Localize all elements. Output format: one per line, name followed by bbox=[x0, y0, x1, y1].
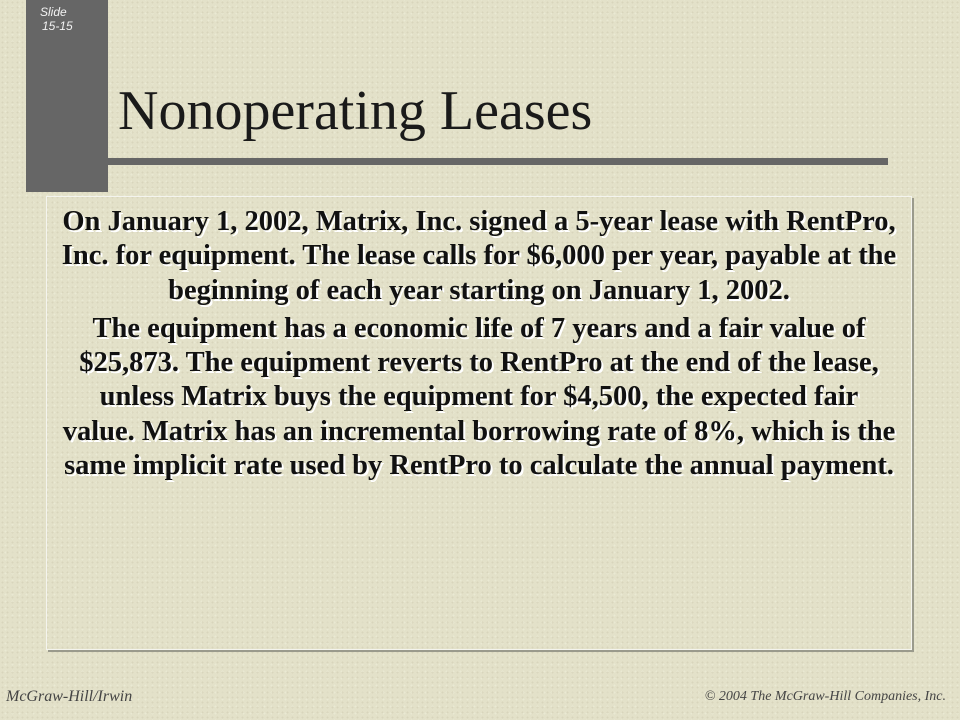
slide-number-value: 15-15 bbox=[42, 19, 73, 33]
footer-copyright: © 2004 The McGraw-Hill Companies, Inc. bbox=[704, 689, 946, 704]
slide-title: Nonoperating Leases bbox=[118, 80, 593, 142]
slide-number bbox=[40, 5, 100, 33]
equipment-details-paragraph: The equipment has a economic life of 7 years and a fair value of $25,873. The equipment reverts to RentPro at the end of the lease, unless Matrix buys the equipment for $4,500, the expected fair value. Matrix has an incremental borrowing rate of 8%, which is the same implicit rate used by RentPro to calculate the annual payment. bbox=[62, 312, 896, 482]
footer-publisher: McGraw-Hill/Irwin bbox=[6, 688, 133, 705]
lease-terms-paragraph: On January 1, 2002, Matrix, Inc. signed a 5-year lease with RentPro, Inc. for equipment. The lease calls for $6,000 per year, payable at the beginning of each year starting on January 1, 2002. bbox=[61, 206, 897, 306]
title-underline-rule bbox=[108, 158, 888, 165]
content-box bbox=[46, 196, 912, 650]
slide-number-label: Slide bbox=[40, 5, 67, 19]
